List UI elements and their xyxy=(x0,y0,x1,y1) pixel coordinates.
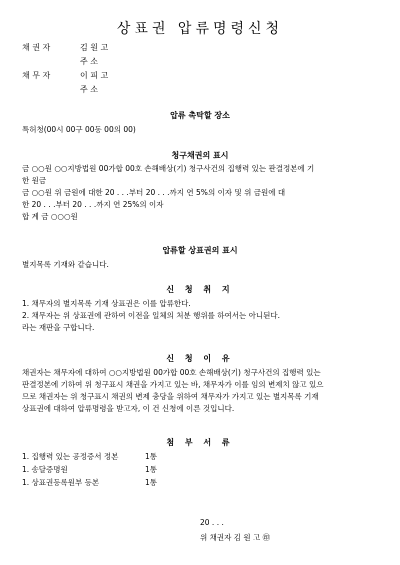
claim-line: 한 원금 xyxy=(22,176,47,185)
debtor-name: 이 피 고 xyxy=(80,71,109,80)
purpose-line: 라는 재판을 구합니다. xyxy=(22,323,95,332)
attachment-count: 1통 xyxy=(145,478,158,487)
creditor-name: 김 원 고 xyxy=(80,43,109,52)
third-party-heading: 압류 촉탁할 장소 xyxy=(170,111,230,120)
purpose-heading: 신 청 취 지 xyxy=(166,285,234,294)
claim-line: 한 20 . . .부터 20 . . .까지 연 25%의 이자 xyxy=(22,200,164,209)
debtor-label: 채 무 자 xyxy=(22,71,51,80)
reason-heading: 신 청 이 유 xyxy=(166,354,234,363)
debtor-address-label: 주 소 xyxy=(80,85,98,94)
attachment-name: 1. 집행력 있는 공정증서 정본 xyxy=(22,452,119,461)
attachment-count: 1통 xyxy=(145,465,158,474)
claim-line: 금 ○○원 위 금원에 대한 20 . . .부터 20 . . .까지 연 5%의 이자 및 위 금원에 대 xyxy=(22,188,286,197)
filing-date: 20 . . . xyxy=(200,518,224,527)
document-title: 상표권 압류명령신청 xyxy=(116,21,284,37)
reason-line: 판결정본에 기하여 위 청구표시 채권을 가지고 있는 바, 채무자가 이를 임의 변제치 않고 있으 xyxy=(22,380,324,389)
attachment-name: 1. 송달증명원 xyxy=(22,465,68,474)
reason-body xyxy=(22,367,382,415)
claim-line: 금 ○○원 ○○지방법원 00가합 00호 손해배상(기) 청구사건의 집행력 있는 판결정본에 기 xyxy=(22,164,315,173)
third-party-text: 특허청(00시 00구 00동 00의 00) xyxy=(22,125,136,134)
attachments-heading: 첨 부 서 류 xyxy=(166,438,234,447)
applicant-signature: 위 채권자 김 원 고 ㊞ xyxy=(200,533,271,542)
reason-line: 므로 채권자는 위 청구표시 채권의 변제 충당을 위하여 채무자가 가지고 있는 별지목록 기재 xyxy=(22,392,319,401)
purpose-body xyxy=(22,298,382,334)
claim-heading: 청구채권의 표시 xyxy=(171,151,229,160)
reason-line: 채권자는 채무자에 대하여 ○○지방법원 00가합 00호 손해배상(기) 청구사건의 집행력 있는 xyxy=(22,368,321,377)
claim-body xyxy=(22,163,382,223)
creditor-address-label: 주 소 xyxy=(80,57,98,66)
trademark-text: 별지목록 기재와 같습니다. xyxy=(22,260,109,269)
attachment-name: 1. 상표권등록원부 등본 xyxy=(22,478,100,487)
purpose-line: 1. 채무자의 별지목록 기재 상표권은 이를 압류한다. xyxy=(22,299,191,308)
purpose-line: 2. 채무자는 위 상표권에 관하여 이전을 일체의 처분 행위를 하여서는 아니된다. xyxy=(22,311,280,320)
claim-total: 합 계 금 ○○○원 xyxy=(22,212,78,221)
attachment-count: 1통 xyxy=(145,452,158,461)
trademark-heading: 압류할 상표권의 표시 xyxy=(162,246,238,255)
creditor-label: 채 권 자 xyxy=(22,43,51,52)
reason-line: 상표권에 대하여 압류명령을 받고자, 이 건 신청에 이른 것입니다. xyxy=(22,404,235,413)
